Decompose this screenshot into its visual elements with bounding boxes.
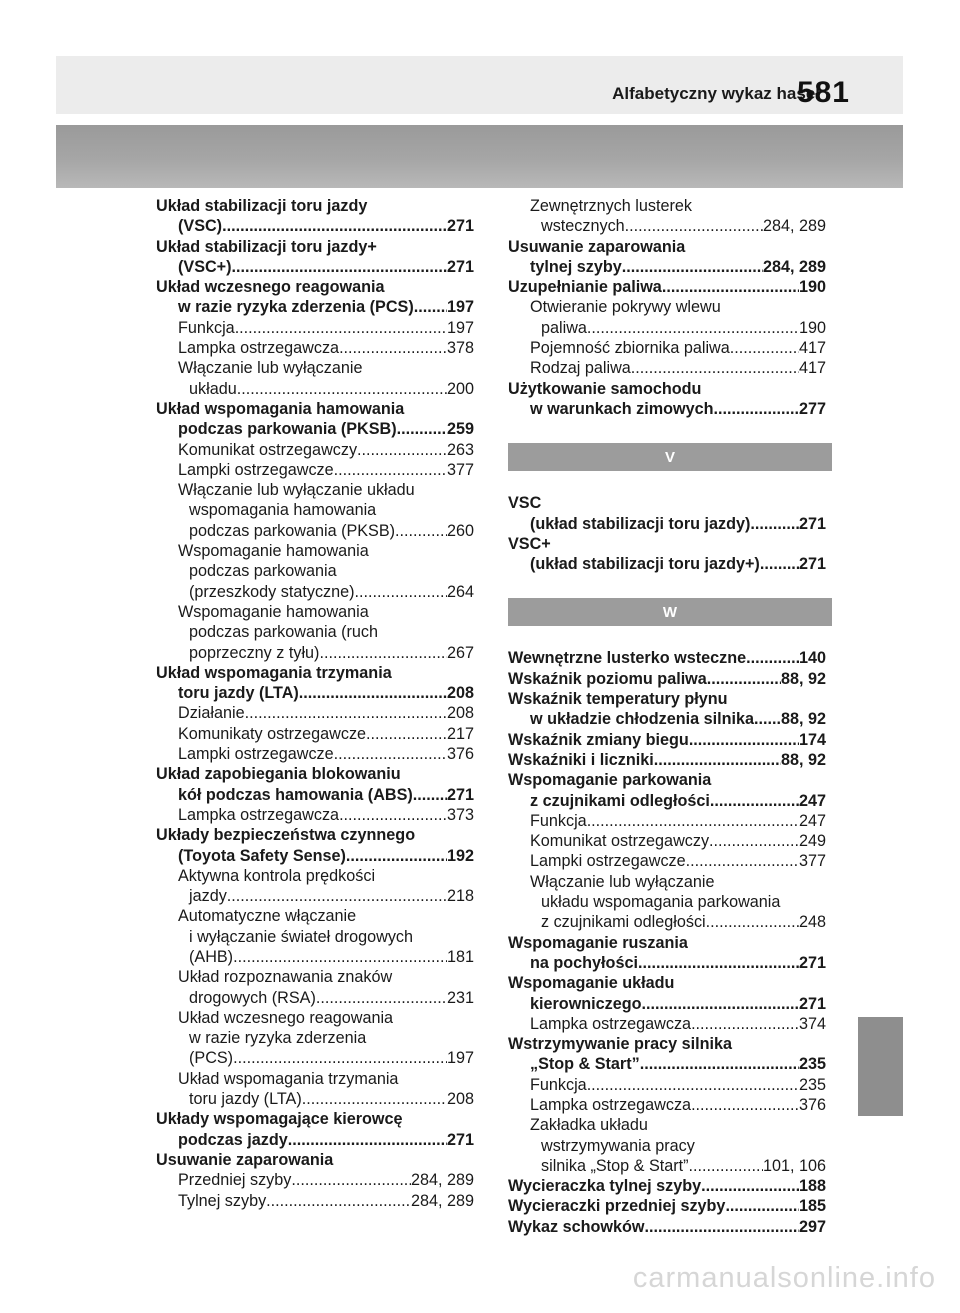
entry-term: Lampka ostrzegawcza [178,805,340,824]
entry-page-ref: 271 [446,785,474,804]
entry-page-ref: 284, 289 [762,217,826,236]
entry-term: z czujnikami odległości [530,791,710,810]
index-entry [508,912,826,932]
entry-term: Wskaźnik poziomu paliwa [508,669,707,688]
dot-leader [233,1048,447,1068]
index-entry [508,277,826,297]
dot-leader [714,399,799,419]
index-heading: Wspomaganie ruszania [508,933,688,952]
index-entry [508,791,826,811]
entry-term: Komunikaty ostrzegawcze [178,724,367,743]
entry-term: w razie ryzyka zderzenia (PCS) [178,298,414,317]
dot-leader [235,318,447,338]
index-subheading: układu wspomagania parkowania [541,893,781,912]
entry-page-ref: 264 [446,582,474,601]
dot-leader [750,514,799,534]
entry-page-ref: 181 [446,947,474,966]
index-entry [156,338,474,358]
entry-term: Funkcja [530,1075,587,1094]
entry-page-ref: 271 [446,217,474,236]
entry-term: na pochyłości [530,953,638,972]
index-heading: VSC+ [508,534,551,553]
entry-page-ref: 297 [798,1217,826,1236]
index-entry [508,257,826,277]
index-entry [508,851,826,871]
index-subheading: Zewnętrznych lusterek [530,197,692,215]
entry-term: Komunikat ostrzegawczy [178,440,358,459]
index-subheading: Włączanie lub wyłączanie układu [178,481,415,500]
index-subheading: Wspomaganie hamowania [178,542,369,561]
index-column-right [508,196,826,1237]
entry-page-ref: 284, 289 [762,257,826,276]
entry-term: (VSC) [178,217,223,236]
entry-page-ref: 174 [798,730,826,749]
index-entry [156,744,474,764]
index-entry [508,1054,826,1074]
entry-page-ref: 190 [798,278,826,297]
index-entry [156,460,474,480]
index-entry [156,257,474,277]
entry-page-ref: 271 [446,257,474,276]
entry-term: Komunikat ostrzegawczy [530,832,710,851]
entry-page-ref: 88, 92 [780,710,826,729]
dot-leader [638,953,799,973]
index-entry [508,1217,826,1237]
dot-leader [710,791,799,811]
index-heading: Układy wspomagające kierowcę [156,1110,403,1129]
entry-term: w układzie chłodzenia silnika [530,710,754,729]
index-entry [508,648,826,668]
entry-page-ref: 260 [446,521,474,540]
index-heading: Układ wczesnego reagowania [156,278,385,297]
dot-leader [339,338,447,358]
entry-term: Wycieraczka tylnej szyby [508,1177,702,1196]
entry-page-ref: 377 [798,852,826,871]
index-entry [156,703,474,723]
index-entry [508,1075,826,1095]
index-subheading: wstrzymywania pracy [541,1136,695,1155]
index-subheading: Włączanie lub wyłączanie [178,359,363,378]
entry-term: Lampki ostrzegawcze [530,852,686,871]
entry-page-ref: 271 [798,953,826,972]
index-entry [156,297,474,317]
index-subheading: Układ rozpoznawania znaków [178,968,393,987]
index-entry [156,1048,474,1068]
entry-page-ref: 417 [798,359,826,378]
index-entry [508,1095,826,1115]
entry-page-ref: 376 [798,1095,826,1114]
index-column-left [156,196,474,1211]
index-entry [156,947,474,967]
index-heading: Wstrzymywanie pracy silnika [508,1035,733,1054]
entry-page-ref: 218 [446,887,474,906]
dot-leader [334,460,447,480]
entry-term: (układ stabilizacji toru jazdy+) [530,555,760,574]
dot-leader [654,750,781,770]
index-subheading: Otwieranie pokrywy wlewu [530,298,721,317]
dot-leader [631,358,799,378]
dot-leader [686,851,799,871]
letter-section-header: V [508,443,832,471]
entry-page-ref: 284, 289 [410,1171,474,1190]
entry-page-ref: 208 [446,1090,474,1109]
index-subheading: Zakładka układu [530,1116,648,1135]
entry-page-ref: 200 [446,379,474,398]
index-entry [508,953,826,973]
entry-term: Pojemność zbiornika paliwa [530,339,730,358]
entry-page-ref: 88, 92 [780,669,826,688]
dot-leader [587,318,799,338]
entry-page-ref: 197 [446,318,474,337]
dot-leader [266,1191,411,1211]
index-entry [156,1170,474,1190]
entry-term: podczas parkowania (PKSB) [178,420,397,439]
index-entry [508,399,826,419]
entry-page-ref: 373 [446,805,474,824]
index-heading: Układ wspomagania hamowania [156,399,405,418]
dot-leader [233,947,447,967]
index-entry [508,318,826,338]
index-entry [508,994,826,1014]
index-entry [156,683,474,703]
index-subheading: Aktywna kontrola prędkości [178,866,376,885]
index-heading: VSC [508,494,542,513]
dot-leader [662,277,799,297]
entry-page-ref: 417 [798,339,826,358]
dot-leader [299,683,447,703]
entry-term: drogowych (RSA) [189,988,316,1007]
index-entry [156,521,474,541]
entry-term: Funkcja [178,318,235,337]
entry-term: podczas jazdy [178,1130,288,1149]
entry-term: jazdy [189,887,227,906]
entry-term: układu [189,379,237,398]
entry-page-ref: 231 [446,988,474,1007]
index-entry [508,1156,826,1176]
entry-term: (układ stabilizacji toru jazdy) [530,514,751,533]
entry-page-ref: 376 [446,745,474,764]
dot-leader [689,730,799,750]
index-entry [508,811,826,831]
entry-page-ref: 374 [798,1014,826,1033]
index-entry [508,1176,826,1196]
entry-term: Wskaźnik zmiany biegu [508,730,689,749]
index-subheading: wspomagania hamowania [189,501,377,520]
entry-page-ref: 271 [446,1130,474,1149]
entry-page-ref: 247 [798,791,826,810]
index-heading: Wskaźnik temperatury płynu [508,690,728,709]
index-subheading: Układ wczesnego reagowania [178,1008,394,1027]
entry-term: Wewnętrzne lusterko wsteczne [508,649,747,668]
index-entry [508,709,826,729]
index-entry [508,358,826,378]
index-entry [156,318,474,338]
dot-leader [339,805,447,825]
index-heading: Usuwanie zaparowania [508,237,686,256]
index-subheading: Układ wspomagania trzymania [178,1069,399,1088]
dot-leader [689,1156,763,1176]
index-entry [156,1130,474,1150]
dot-leader [413,785,447,805]
dot-leader [640,1054,799,1074]
dot-leader [706,912,799,932]
entry-page-ref: 263 [446,440,474,459]
entry-term: (Toyota Safety Sense) [178,846,346,865]
entry-term: silnika „Stop & Start” [541,1156,689,1175]
section-spacer [508,419,826,443]
entry-term: podczas parkowania (PKSB) [189,521,396,540]
entry-page-ref: 192 [446,846,474,865]
decorative-gray-band [56,125,903,188]
entry-page-ref: 208 [446,684,474,703]
index-entry [156,582,474,602]
entry-term: tylnej szyby [530,257,622,276]
entry-term: z czujnikami odległości [541,913,706,932]
index-entry [508,514,826,534]
entry-page-ref: 277 [798,399,826,418]
dot-leader [291,1170,411,1190]
entry-term: (PCS) [189,1049,234,1068]
index-entry [508,1014,826,1034]
index-heading: Usuwanie zaparowania [156,1150,334,1169]
dot-leader [414,297,447,317]
dot-leader [760,554,799,574]
section-title: Alfabetyczny wykaz haseł [612,84,820,103]
dot-leader [691,1014,799,1034]
index-heading: Wspomaganie układu [508,974,675,993]
index-subheading: Automatyczne włączanie [178,907,357,926]
entry-term: Tylnej szyby [178,1191,267,1210]
index-entry [508,554,826,574]
index-subheading: i wyłączanie świateł drogowych [189,927,414,946]
dot-leader [357,440,447,460]
thumb-index-tab [858,1017,903,1116]
dot-leader [622,257,763,277]
dot-leader [319,643,447,663]
dot-leader [302,1089,447,1109]
entry-page-ref: 197 [446,298,474,317]
entry-page-ref: 235 [798,1075,826,1094]
entry-term: Wycieraczki przedniej szyby [508,1197,726,1216]
entry-term: Wykaz schowków [508,1217,645,1236]
entry-page-ref: 208 [446,704,474,723]
index-entry [156,216,474,236]
index-entry [156,886,474,906]
entry-term: Lampki ostrzegawcze [178,745,334,764]
index-heading: Układy bezpieczeństwa czynnego [156,826,416,845]
index-entry [156,805,474,825]
entry-term: kół podczas hamowania (ABS) [178,785,413,804]
dot-leader [691,1095,799,1115]
dot-leader [625,216,763,236]
dot-leader [346,846,447,866]
section-spacer [508,626,826,648]
index-heading: Układ wspomagania trzymania [156,663,392,682]
index-entry [508,338,826,358]
dot-leader [397,419,447,439]
entry-page-ref: 271 [798,555,826,574]
entry-page-ref: 378 [446,339,474,358]
dot-leader [366,724,447,744]
entry-term: Lampka ostrzegawcza [530,1095,692,1114]
index-subheading: podczas parkowania [189,562,337,581]
entry-term: Lampka ostrzegawcza [178,339,340,358]
index-subheading: podczas parkowania (ruch [189,623,378,642]
index-entry [156,785,474,805]
dot-leader [245,703,447,723]
entry-term: paliwa [541,318,587,337]
index-entry [508,1196,826,1216]
index-heading: Układ stabilizacji toru jazdy+ [156,237,377,256]
section-spacer [508,471,826,493]
entry-term: Uzupełnianie paliwa [508,278,662,297]
entry-page-ref: 197 [446,1049,474,1068]
entry-term: toru jazdy (LTA) [189,1090,302,1109]
index-heading: Użytkowanie samochodu [508,379,702,398]
index-subheading: Włączanie lub wyłączanie [530,872,715,891]
dot-leader [725,1196,799,1216]
entry-page-ref: 188 [798,1177,826,1196]
index-entry [156,419,474,439]
entry-page-ref: 267 [446,643,474,662]
entry-page-ref: 88, 92 [780,750,826,769]
entry-term: „Stop & Start” [530,1055,640,1074]
index-entry [508,216,826,236]
index-subheading: w razie ryzyka zderzenia [189,1029,367,1048]
entry-term: (przeszkody statyczne) [189,582,355,601]
section-spacer [508,574,826,598]
entry-page-ref: 271 [798,514,826,533]
entry-page-ref: 101, 106 [762,1156,826,1175]
entry-page-ref: 247 [798,811,826,830]
entry-page-ref: 377 [446,460,474,479]
dot-leader [334,744,447,764]
entry-page-ref: 217 [446,724,474,743]
dot-leader [227,886,447,906]
index-entry [508,730,826,750]
index-entry [156,988,474,1008]
index-entry [156,440,474,460]
index-entry [508,750,826,770]
entry-page-ref: 190 [798,318,826,337]
entry-term: Lampka ostrzegawcza [530,1014,692,1033]
dot-leader [587,811,799,831]
dot-leader [701,1176,799,1196]
dot-leader [709,831,799,851]
index-entry [156,379,474,399]
dot-leader [730,338,799,358]
entry-term: (AHB) [189,947,234,966]
entry-page-ref: 259 [446,420,474,439]
entry-page-ref: 271 [798,994,826,1013]
entry-term: Przedniej szyby [178,1171,292,1190]
entry-page-ref: 248 [798,913,826,932]
entry-page-ref: 140 [798,649,826,668]
entry-term: (VSC+) [178,257,232,276]
entry-term: kierowniczego [530,994,642,1013]
dot-leader [754,709,781,729]
entry-term: toru jazdy (LTA) [178,684,299,703]
entry-term: poprzeczny z tyłu) [189,643,320,662]
index-heading: Wspomaganie parkowania [508,771,712,790]
entry-term: Wskaźniki i liczniki [508,750,654,769]
entry-term: Rodzaj paliwa [530,359,631,378]
dot-leader [642,994,799,1014]
dot-leader [395,521,447,541]
index-subheading: Wspomaganie hamowania [178,602,369,621]
dot-leader [355,582,447,602]
entry-page-ref: 284, 289 [410,1191,474,1210]
index-entry [156,1089,474,1109]
dot-leader [232,257,447,277]
dot-leader [288,1130,447,1150]
dot-leader [316,988,447,1008]
dot-leader [746,648,799,668]
entry-page-ref: 185 [798,1197,826,1216]
entry-page-ref: 249 [798,832,826,851]
dot-leader [644,1217,799,1237]
entry-term: Funkcja [530,811,587,830]
page-number: 581 [796,76,850,109]
index-entry [156,724,474,744]
entry-term: w warunkach zimowych [530,399,714,418]
index-heading: Układ stabilizacji toru jazdy [156,197,368,215]
watermark-text: carmanualsonline.info [632,1262,936,1294]
index-entry [508,669,826,689]
entry-page-ref: 235 [798,1055,826,1074]
dot-leader [237,379,447,399]
entry-term: Działanie [178,704,245,723]
letter-section-header: W [508,598,832,626]
dot-leader [587,1075,799,1095]
index-entry [508,831,826,851]
index-entry [156,1191,474,1211]
entry-term: Lampki ostrzegawcze [178,460,334,479]
dot-leader [222,216,447,236]
entry-term: wstecznych [541,217,625,236]
dot-leader [707,669,781,689]
index-entry [156,643,474,663]
index-heading: Układ zapobiegania blokowaniu [156,765,401,784]
index-entry [156,846,474,866]
